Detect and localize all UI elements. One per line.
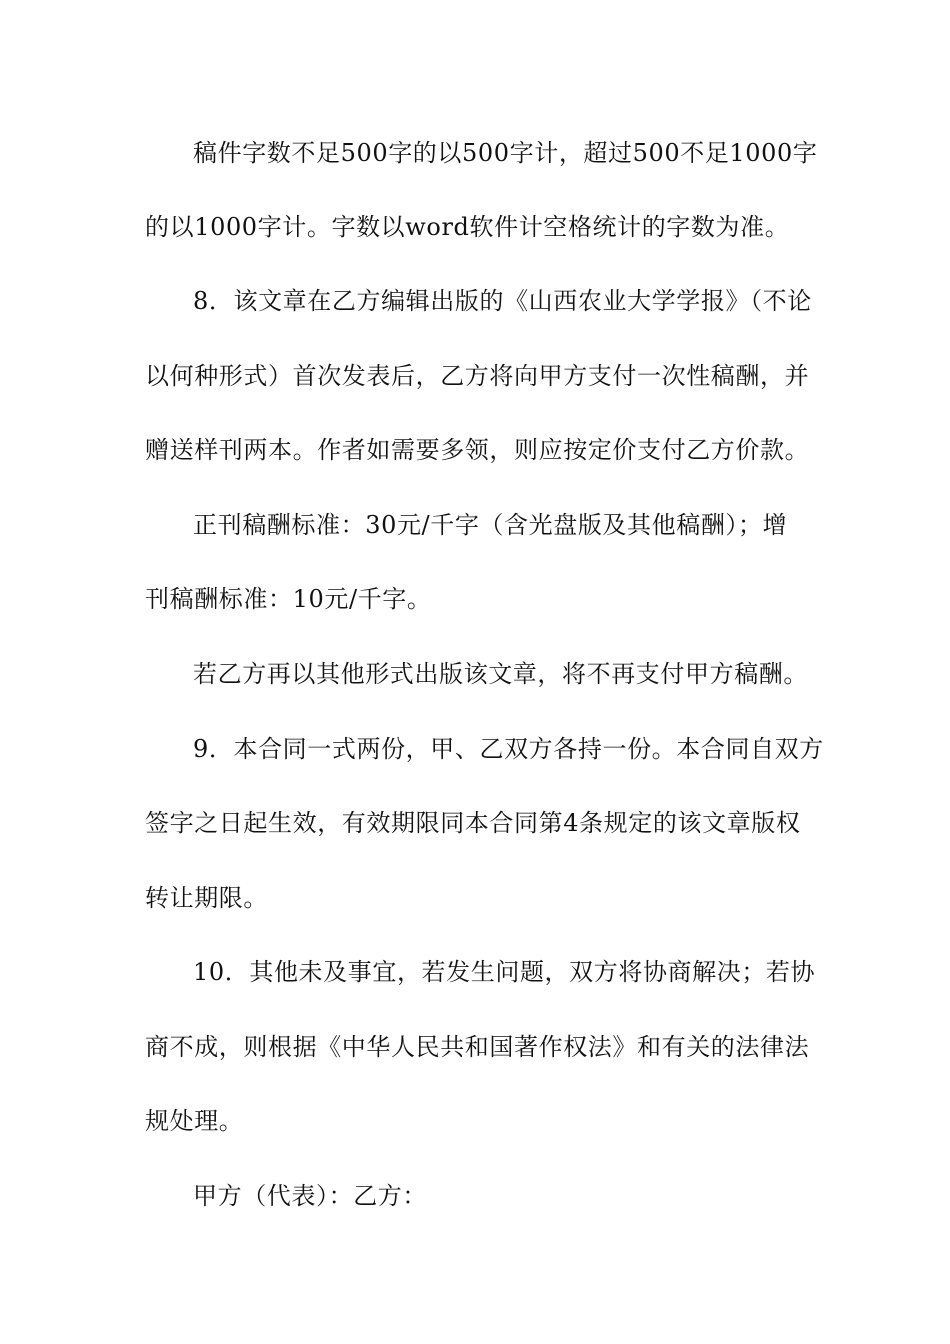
paragraph-line: 若乙方再以其他形式出版该文章，将不再支付甲方稿酬。	[193, 660, 808, 688]
paragraph-line: 正刊稿酬标准：30元/千字（含光盘版及其他稿酬）；增	[193, 511, 788, 539]
paragraph-line: 稿件字数不足500字的以500字计，超过500不足1000字	[193, 139, 818, 167]
paragraph-line: 的以1000字计。字数以word软件计空格统计的字数为准。	[145, 213, 790, 241]
clause-8-line: 8．该文章在乙方编辑出版的《山西农业大学学报》（不论	[193, 287, 812, 315]
paragraph-line: 刊稿酬标准：10元/千字。	[145, 585, 432, 613]
signature-line: 甲方（代表）：乙方：	[193, 1182, 427, 1210]
paragraph-line: 以何种形式）首次发表后，乙方将向甲方支付一次性稿酬，并	[145, 362, 810, 390]
clause-9-line: 9．本合同一式两份，甲、乙双方各持一份。本合同自双方	[193, 735, 824, 763]
clause-10-line: 10．其他未及事宜，若发生问题，双方将协商解决；若协	[193, 958, 816, 986]
paragraph-line: 商不成，则根据《中华人民共和国著作权法》和有关的法律法	[145, 1033, 810, 1061]
paragraph-line: 签字之日起生效，有效期限同本合同第4条规定的该文章版权	[145, 809, 801, 837]
paragraph-line: 转让期限。	[145, 884, 268, 912]
paragraph-line: 赠送样刊两本。作者如需要多领，则应按定价支付乙方价款。	[145, 436, 810, 464]
paragraph-line: 规处理。	[145, 1107, 244, 1135]
